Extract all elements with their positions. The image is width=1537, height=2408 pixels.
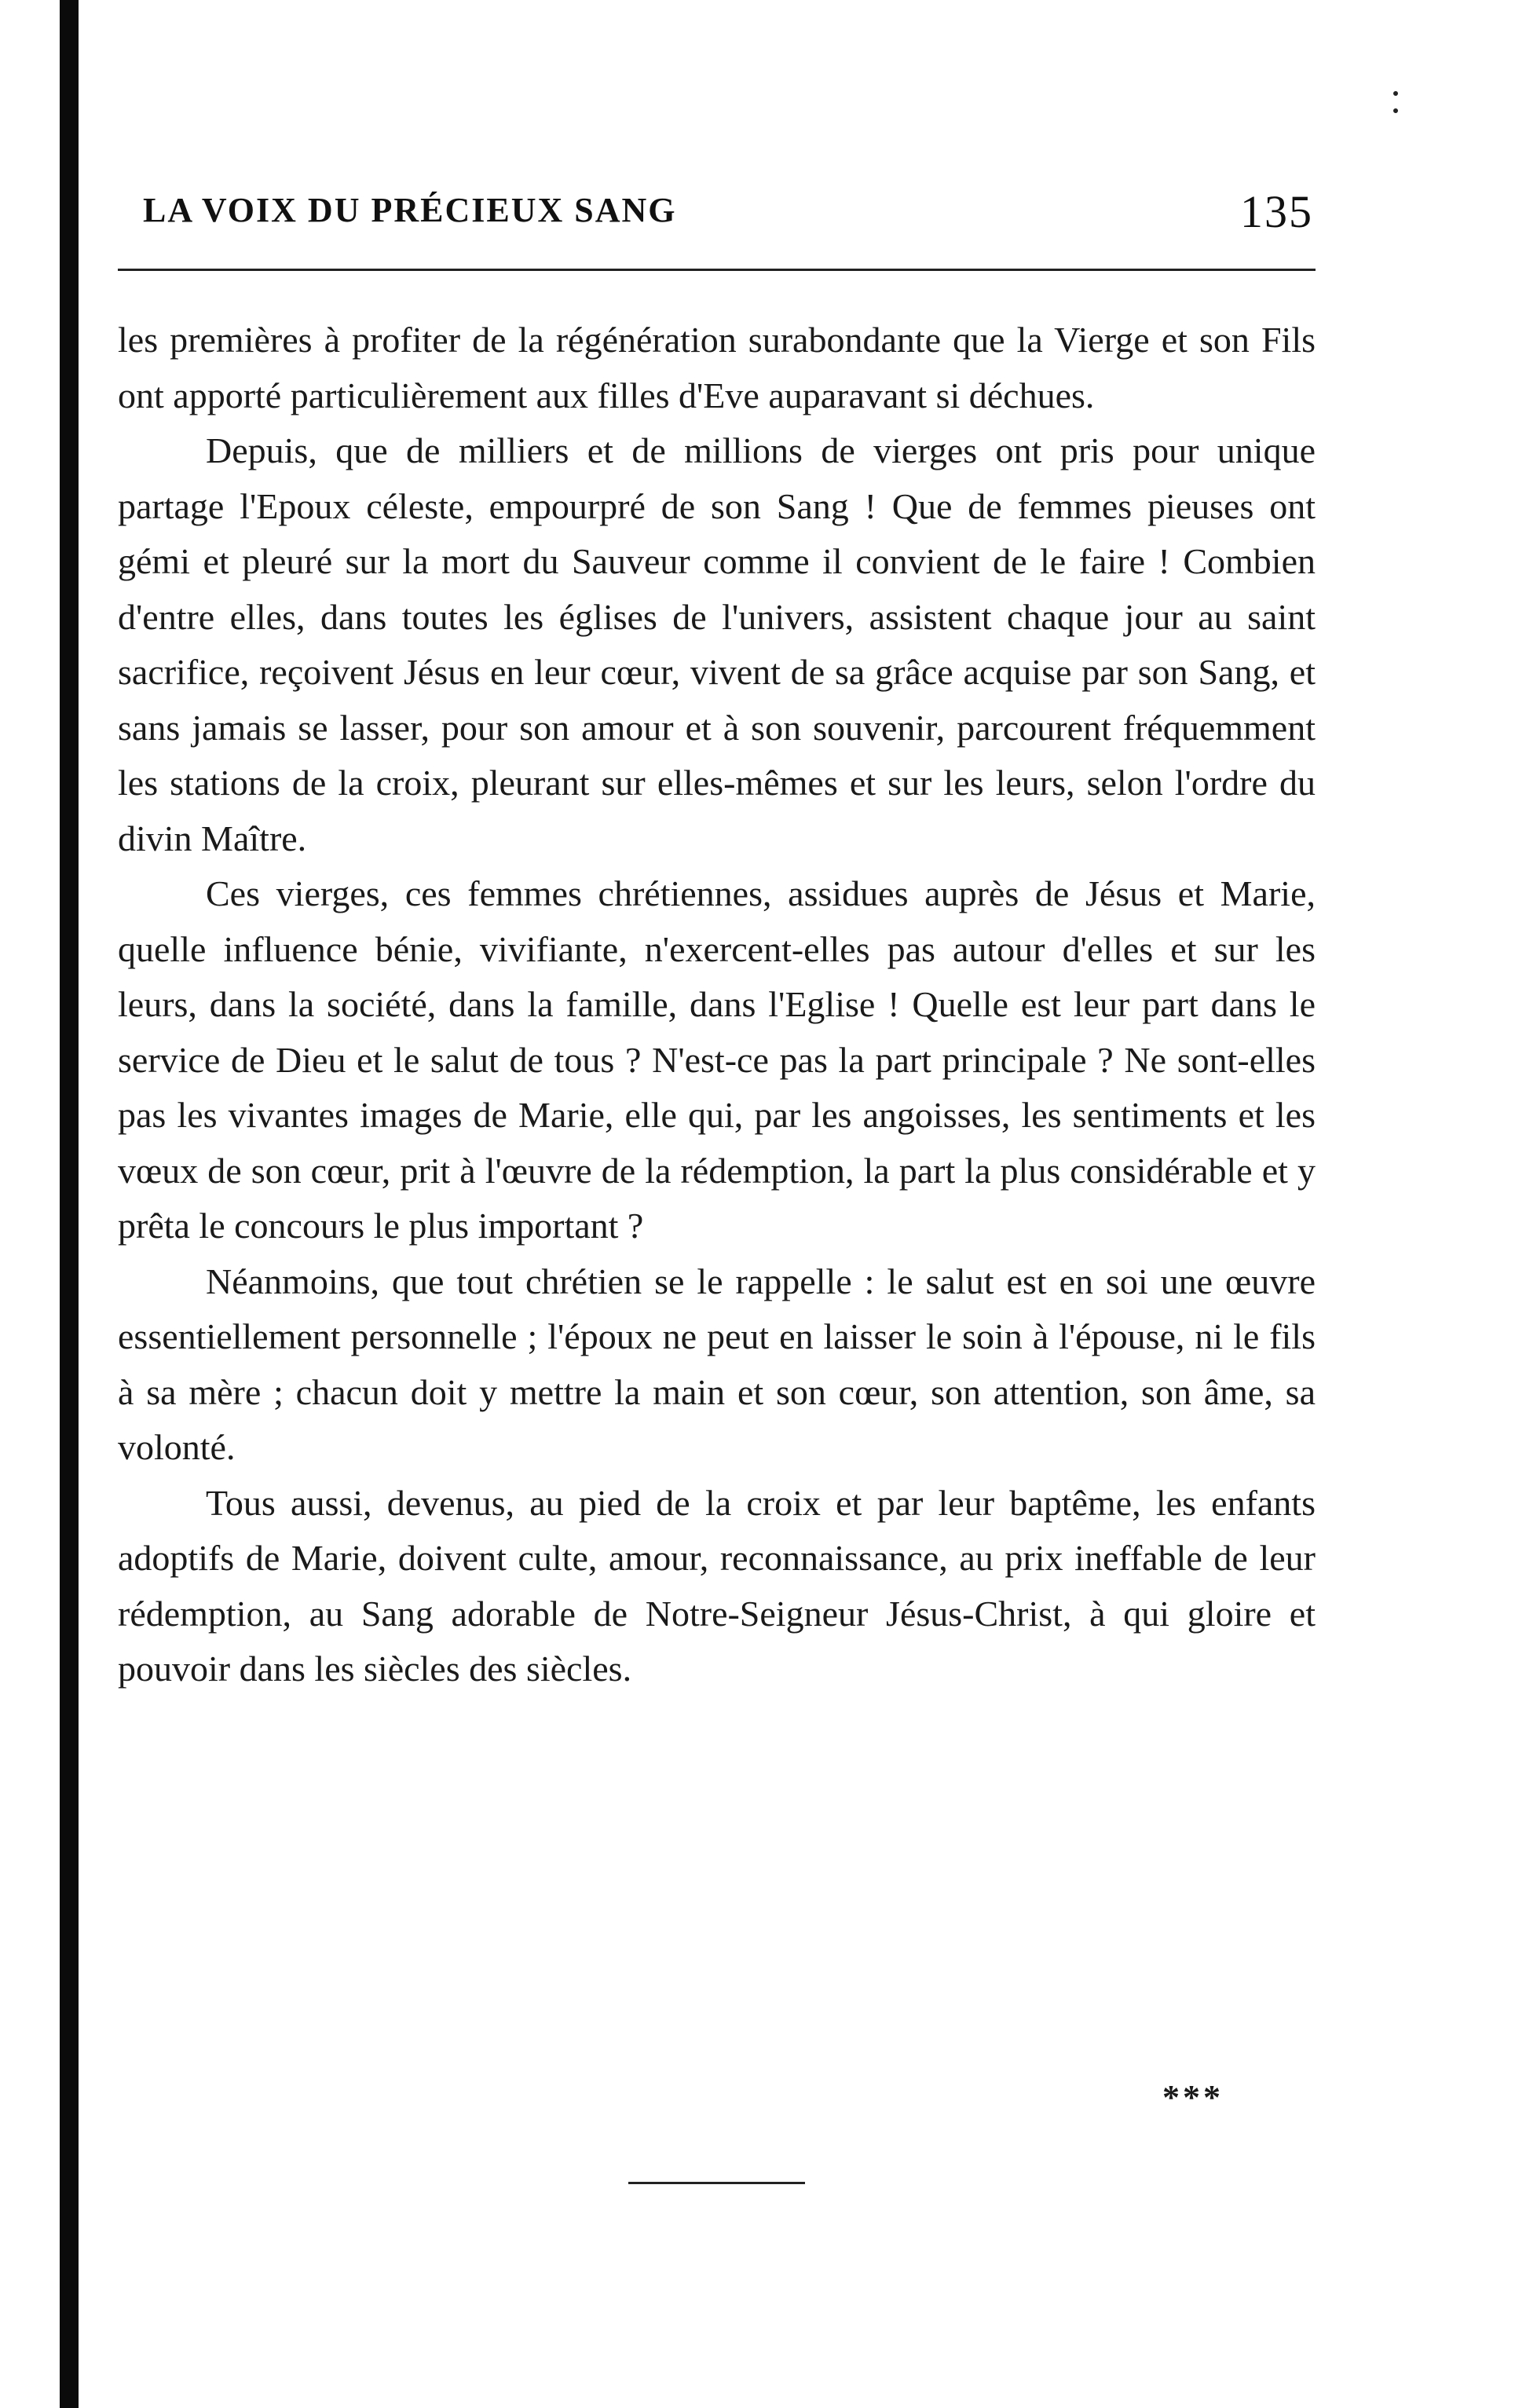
paragraph-1: les premières à profiter de la régénération surabondante que la Vierge et son Fils ont apporté particulièrement aux filles d'Eve auparavant si déchues. [118,320,1316,415]
page-number: 135 [1240,186,1313,237]
binding-edge [60,0,79,2408]
paragraph-5: Tous aussi, devenus, au pied de la croix et par leur baptême, les enfants adoptifs de Marie, doivent culte, amour, reconnaissance, au prix ineffable de leur rédemption, au Sang adorable de Notre-Seigneur Jésus-Christ, à qui gloire et pouvoir dans les siècles des siècles. [118,1482,1316,1689]
margin-specks [1390,86,1401,126]
paragraph-2: Depuis, que de milliers et de millions de vierges ont pris pour unique partage l'Epoux céleste, empourpré de son Sang ! Que de femmes pieuses ont gémi et pleuré sur la mort du Sauveur comme il convient de le faire ! Combien d'entre elles, dans toutes les églises de l'univers, assistent chaque jour au saint sacrifice, reçoivent Jésus en leur cœur, vivent de sa grâce acquise par son Sang, et sans jamais se lasser, pour son amour et à son souvenir, parcourent fréquemment les stations de la croix, pleurant sur elles-mêmes et sur les leurs, selon l'ordre du divin Maître. [118,430,1316,858]
end-rule [628,2182,805,2184]
body-text [118,313,1316,1697]
running-title: LA VOIX DU PRÉCIEUX SANG [143,191,677,229]
page-header [135,185,1313,240]
paragraph-3: Ces vierges, ces femmes chrétiennes, assidues auprès de Jésus et Marie, quelle influence bénie, vivifiante, n'exercent-elles pas autour d'elles et sur les leurs, dans la société, dans la famille, dans l'Eglise ! Quelle est leur part dans le service de Dieu et le salut de tous ? N'est-ce pas la part principale ? Ne sont-elles pas les vivantes images de Marie, elle qui, par les angoisses, les sentiments et les vœux de son cœur, prit à l'œuvre de la rédemption, la part la plus considérable et y prêta le concours le plus important ? [118,873,1316,1246]
paragraph-4: Néanmoins, que tout chrétien se le rappelle : le salut est en soi une œuvre essentiellement personnelle ; l'époux ne peut en laisser le soin à l'épouse, ni le fils à sa mère ; chacun doit y mettre la main et son cœur, son attention, son âme, sa volonté. [118,1261,1316,1467]
section-dinkus: *** [1162,2078,1224,2117]
header-rule [118,269,1316,271]
